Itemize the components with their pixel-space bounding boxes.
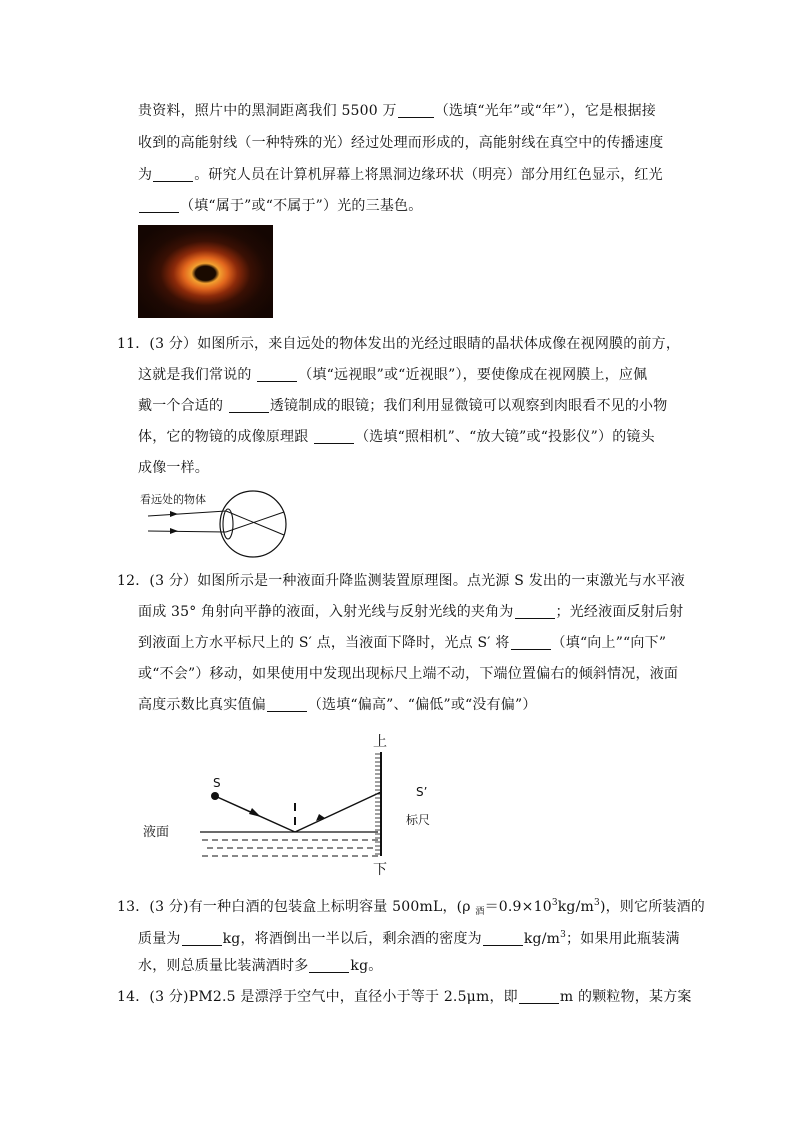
ruler-top-label: 上 [373,734,387,750]
q11-blank-2[interactable] [229,398,269,413]
q10-blank-3[interactable] [139,198,179,213]
eyeball [220,491,286,557]
q14-line-1: 14．(3 分)PM2.5 是漂浮于空气中，直径小于等于 2.5μm，即 m 的颗粒物，某方案 [117,989,692,1005]
spot-s-prime-label: S’ [416,785,428,799]
light-ray-lower [148,531,226,532]
ruler-bottom-label: 下 [373,862,387,878]
q13-number: 13．(3 分) [117,899,189,915]
liquid-dashes [202,840,378,856]
q13-line-3: 水，则总质量比装满酒时多 kg。 [138,958,383,974]
q10-line-4: （填“属于”或“不属于”）光的三基色。 [138,196,422,216]
q11-blank-3[interactable] [314,429,354,444]
q11-line-2: 这就是我们常说的 （填“远视眼”或“近视眼”），要使像成在视网膜上，应佩 [138,367,648,383]
q13-line-2: 质量为 kg，将酒倒出一半以后，剩余酒的密度为 $kg/m^3$；如果用此瓶装满 [138,930,680,947]
q10-blank-2[interactable] [153,167,193,182]
q13-line-1: 13．(3 分)有一种白酒的包装盒上标明容量 500mL，(ρ $_酒=0.9\times 10^3kg/m^3$)，则它所装酒的 [117,898,705,917]
q12-line-1: 12．(3 分）如图所示是一种液面升降监测装置原理图。点光源 S 发出的一束激光与水平液 [117,573,685,589]
q14-number: 14．(3 分) [117,989,189,1005]
eye-diagram [138,484,298,562]
q11-blank-1[interactable] [257,367,297,382]
liquid-level-diagram [138,728,458,878]
q12-line-3: 到液面上方水平标尺上的 S′ 点，当液面下降时，光点 S′ 将 （填“向上”“向下” [138,635,667,651]
q11-line-5: 成像一样。 [138,460,209,476]
q11-line-1: 11．(3 分）如图所示，来自远处的物体发出的光经过眼睛的晶状体成像在视网膜的前方， [117,336,681,352]
q12-line-2: 面成 35° 角射向平静的液面，入射光线与反射光线的夹角为 ；光经液面反射后射 [138,604,684,620]
q12-blank-1[interactable] [515,604,555,619]
eye-figure-label: 看远处的物体 [140,493,206,506]
q13-blank-3[interactable] [309,958,349,973]
q10-line-2: 收到的高能射线（一种特殊的光）经过处理而形成的，高能射线在真空中的传播速度 [138,135,664,151]
q12-number: 12．(3 分） [117,573,198,589]
arrow-upper-icon [170,511,178,517]
arrow-lower-icon [170,528,178,534]
q13-blank-2[interactable] [483,931,523,946]
q10-line-1: 贵资料，照片中的黑洞距离我们 5500 万 （选填“光年”或“年”），它是根据接 [138,103,656,119]
q10-line-3: 为 。研究人员在计算机屏幕上将黑洞边缘环状（明亮）部分用红色显示，红光 [138,167,663,183]
q10-blank-1[interactable] [398,103,434,118]
q13-blank-1[interactable] [182,931,222,946]
ruler-label: 标尺 [406,813,431,827]
reflected-ray [295,792,381,832]
liquid-surface-label: 液面 [143,825,170,840]
black-hole-photo [138,225,273,318]
q12-line-4: 或“不会”）移动，如果使用中发现出现标尺上端不动，下端位置偏右的倾斜情况，液面 [138,666,679,682]
light-ray-upper [148,511,226,516]
q12-blank-2[interactable] [511,635,551,650]
incident-arrow-icon [249,808,261,817]
q14-blank-1[interactable] [519,989,559,1004]
q11-number: 11．(3 分） [117,336,198,352]
q12-line-5: 高度示数比真实值偏 （选填“偏高”、“偏低”或“没有偏”） [138,697,537,713]
q11-line-3: 戴一个合适的 透镜制成的眼镜；我们利用显微镜可以观察到肉眼看不见的小物 [138,398,668,414]
q11-line-4: 体，它的物镜的成像原理跟 （选填“照相机”、“放大镜”或“投影仪”）的镜头 [138,429,655,445]
source-s-label: S [213,776,221,790]
q12-blank-3[interactable] [267,697,307,712]
